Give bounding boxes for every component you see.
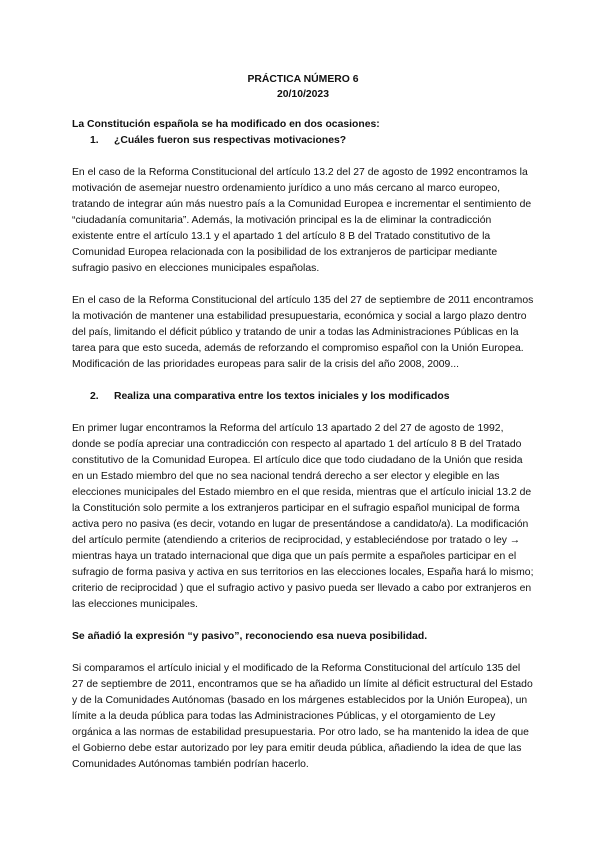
bold-statement: Se añadió la expresión “y pasivo”, reconociendo esa nueva posibilidad. <box>72 631 428 642</box>
question-2-number: 2. <box>90 391 99 402</box>
document-date: 20/10/2023 <box>276 89 329 100</box>
question-2 <box>72 389 534 405</box>
question-1 <box>72 133 534 149</box>
paragraph-3: En primer lugar encontramos la Reforma del artículo 13 apartado 2 del 27 de agosto de 1992, donde se podía apreciar una contradicción con respecto al apartado 1 del artículo 8 B del Tratado constitutivo de la Comunidad Europea. El artículo dice que todo ciudadano de la Unión que resida en un Estado miembro del que no sea nacional tendrá derecho a ser elector y elegible en las elecciones municipales del Estado miembro en el que resida, mientras que el artículo inicial 13.2 de la Constitución solo permite a los extranjeros participar en el sufragio español municipal de forma activa pero no pasiva (es decir, votando en lugar de presentándose a candidato/a). La modificación del artículo permite (atendiendo a criterios de reciprocidad, y estableciéndose por tratado o ley → mientras haya un tratado internacional que diga que un país permite a españoles participar en el sufragio de forma pasiva y activa en sus territorios en las elecciones locales, España hará lo mismo; criterio de reciprocidad ) que el sufragio activo y pasivo pueda ser llevado a cabo por extranjeros en las elecciones municipales. <box>72 423 534 610</box>
paragraph-1: En el caso de la Reforma Constitucional del artículo 13.2 del 27 de agosto de 1992 encontramos la motivación de asemejar nuestro ordenamiento jurídico a uno más cercano al marco europeo, tratando de integrar aún más nuestro país a la Comunidad Europea e incrementar el sentimiento de “ciudadanía comunitaria”. Además, la motivación principal es la de eliminar la contradicción existente entre el artículo 13.1 y el apartado 1 del artículo 8 B del Tratado constitutivo de la Comunidad Europea relacionada con la posibilidad de los extranjeros de participar mediante sufragio pasivo en elecciones municipales españolas. <box>72 167 532 274</box>
question-1-text: ¿Cuáles fueron sus respectivas motivaciones? <box>114 135 347 146</box>
intro-text: La Constitución española se ha modificado en dos ocasiones: <box>72 119 380 130</box>
intro-block <box>72 117 534 149</box>
paragraph-2: En el caso de la Reforma Constitucional del artículo 135 del 27 de septiembre de 2011 encontramos la motivación de mantener una estabilidad presupuestaria, económica y social a largo plazo dentro del país, limitando el déficit público y tratando de unir a todas las Administraciones Públicas en la tarea para que esto suceda, además de reforzando el compromiso español con la Unión Europea. Modificación de las prioridades europeas para salir de la crisis del año 2008, 2009... <box>72 295 534 370</box>
paragraph-4: Si comparamos el artículo inicial y el modificado de la Reforma Constitucional del artículo 135 del 27 de septiembre de 2011, encontramos que se ha añadido un límite al déficit estructural del Estado y de la Comunidades Autónomas (basado en los márgenes establecidos por la Unión Europea), un límite a la deuda pública para todas las Administraciones Públicas, y el otorgamiento de Ley orgánica a las normas de estabilidad presupuestaria. Por otro lado, se ha mantenido la idea de que el Gobierno debe estar autorizado por ley para emitir deuda pública, añadiendo la idea de que las Comunidades Autónomas también podrían hacerlo. <box>72 663 533 770</box>
question-2-text: Realiza una comparativa entre los textos iniciales y los modificados <box>114 391 450 402</box>
document-title: PRÁCTICA NÚMERO 6 <box>247 74 359 85</box>
document-page <box>72 72 534 773</box>
question-1-number: 1. <box>90 135 99 146</box>
